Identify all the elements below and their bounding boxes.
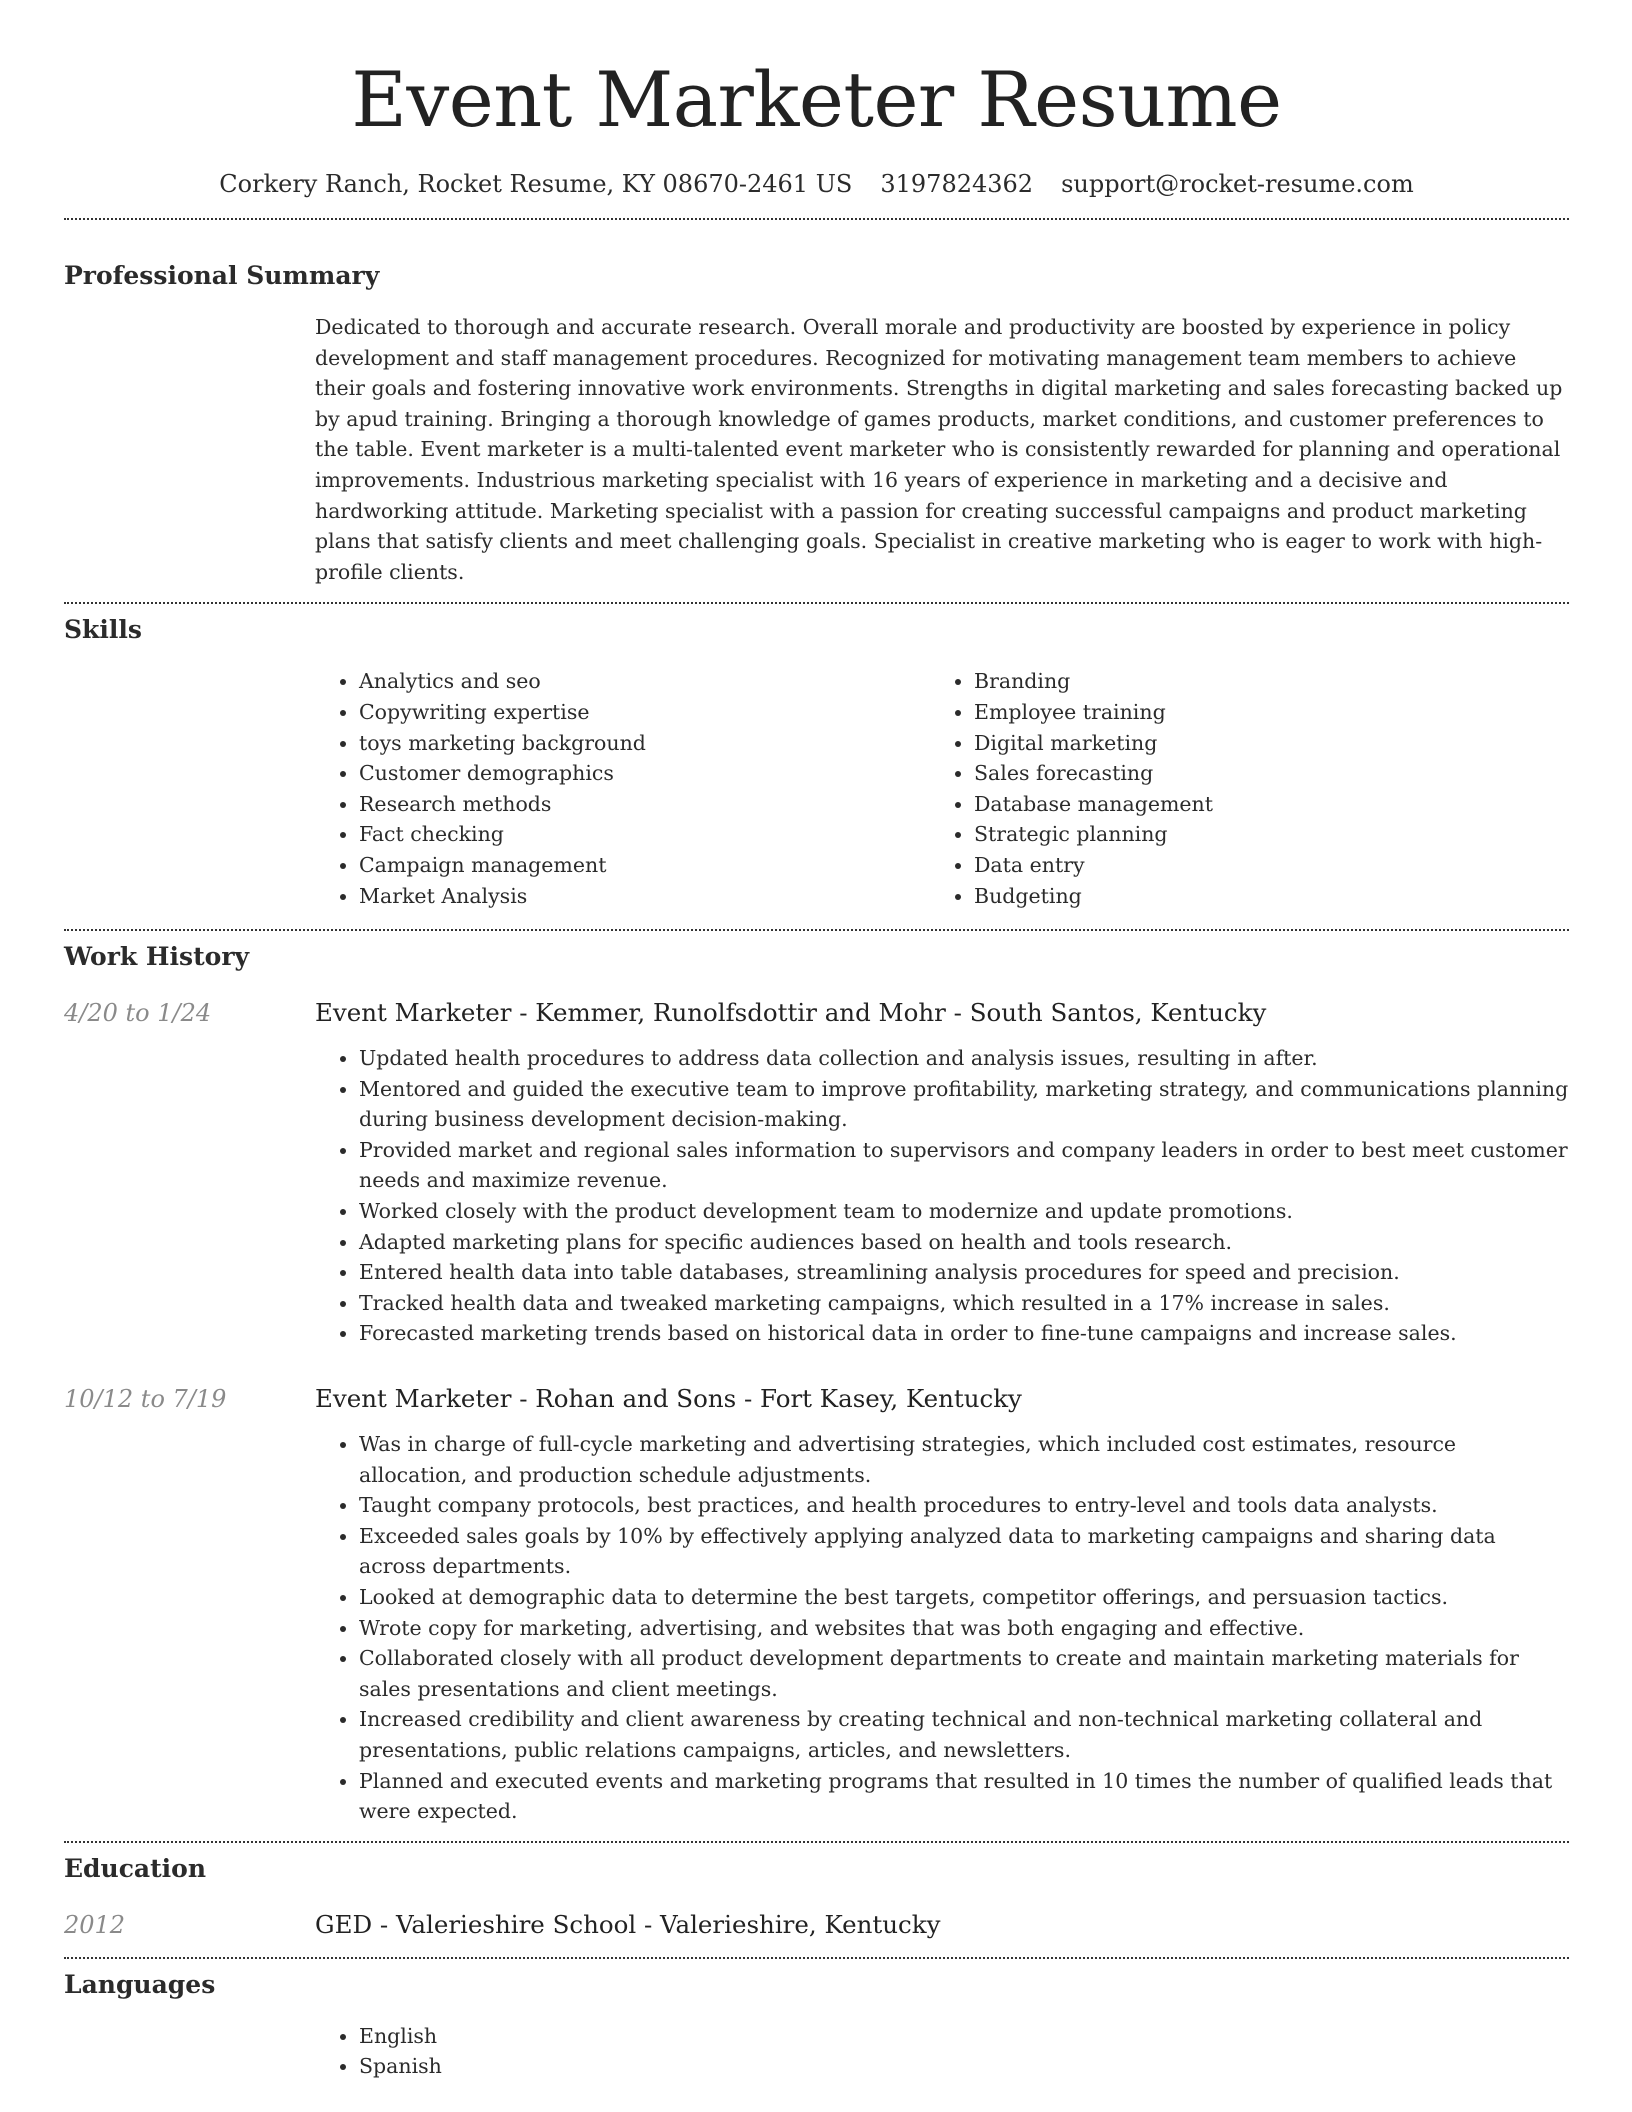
summary-text: Dedicated to thorough and accurate research. Overall morale and productivity are boosted by experience in policy development and staff management procedures. Recognized for motivating management team members to achieve their goals and fostering innovative work environments. Strengths in digital marketing and sales forecasting backed up by apud training. Bringing a thorough knowledge of games products, market conditions, and customer preferences to the table. Event marketer is a multi-talented event marketer who is consistently rewarded for planning and operational improvements. Industrious marketing specialist with 16 years of experience in marketing and a decisive and hardworking attitude. Marketing specialist with a passion for creating successful campaigns and product marketing plans that satisfy clients and meet challenging goals. Specialist in creative marketing who is eager to work with high-profile clients.: [315, 315, 1563, 584]
contact-address: Corkery Ranch, Rocket Resume, KY 08670-2461 US: [219, 170, 853, 198]
job-bullet: • Entered health data into table databases, streamlining analysis procedures for speed and precision.: [359, 1257, 1569, 1288]
resume-page: [64, 0, 1569, 2082]
skill-item: • Fact checking: [359, 819, 930, 850]
job-details: [315, 1043, 1569, 1349]
job-bullet: • Was in charge of full-cycle marketing and advertising strategies, which included cost estimates, resource allocation, and production schedule adjustments.: [359, 1429, 1569, 1490]
summary-heading: Professional Summary: [64, 261, 380, 290]
skills-divider: [64, 929, 1569, 931]
contact-phone: 3197824362: [880, 170, 1034, 198]
skill-item: • Data entry: [974, 850, 1545, 881]
skill-item: • Branding: [974, 666, 1545, 697]
education-heading: Education: [64, 1853, 207, 1883]
skill-item: • Research methods: [359, 789, 930, 820]
job-bullet: • Planned and executed events and marketing programs that resulted in 10 times the number of qualified leads that were expected.: [359, 1766, 1569, 1827]
job-bullets: [315, 1429, 1569, 1827]
job-bullet: • Taught company protocols, best practices, and health procedures to entry-level and tools data analysts.: [359, 1490, 1569, 1521]
summary-section: [64, 260, 1569, 587]
language-item: • Spanish: [359, 2051, 1569, 2082]
job-title: Event Marketer - Rohan and Sons - Fort Kasey, Kentucky: [315, 1384, 1022, 1414]
contact-line: [64, 168, 1569, 200]
skill-item: • Digital marketing: [974, 728, 1545, 759]
languages-heading: Languages: [64, 1969, 216, 1999]
job-bullet: • Tracked health data and tweaked marketing campaigns, which resulted in a 17% increase in sales.: [359, 1288, 1569, 1319]
languages-body: [315, 2021, 1569, 2082]
skill-item: • Campaign management: [359, 850, 930, 881]
skills-list-left: [315, 666, 930, 911]
work-divider: [64, 1841, 1569, 1843]
skill-item: • Copywriting expertise: [359, 697, 930, 728]
skill-item: • Budgeting: [974, 881, 1545, 912]
skill-item: • Employee training: [974, 697, 1545, 728]
education-section: [64, 1853, 1569, 1941]
summary-divider: [64, 602, 1569, 604]
job-details: [315, 1429, 1569, 1827]
job-bullet: • Provided market and regional sales information to supervisors and company leaders in order to best meet customer needs and maximize revenue.: [359, 1135, 1569, 1196]
education-title: GED - Valerieshire School - Valerieshire, Kentucky: [315, 1909, 941, 1939]
summary-body: [315, 312, 1569, 587]
skills-heading: Skills: [64, 615, 142, 645]
job-date: 10/12 to 7/19: [64, 1385, 227, 1414]
job-header: [64, 997, 1569, 1029]
work-section: [64, 941, 1569, 1827]
skill-item: • Customer demographics: [359, 758, 930, 789]
job-bullet: • Forecasted marketing trends based on historical data in order to fine-tune campaigns and increase sales.: [359, 1318, 1569, 1349]
job-bullet: • Collaborated closely with all product development departments to create and maintain marketing materials for sales presentations and client meetings.: [359, 1643, 1569, 1704]
contact-email: support@rocket-resume.com: [1061, 170, 1414, 198]
education-divider: [64, 1957, 1569, 1959]
job-entry: [64, 997, 1569, 1349]
skill-item: • Analytics and seo: [359, 666, 930, 697]
job-bullet: • Looked at demographic data to determine the best targets, competitor offerings, and persuasion tactics.: [359, 1582, 1569, 1613]
education-entry: [64, 1909, 1569, 1941]
header-divider: [64, 218, 1569, 220]
skill-item: • Sales forecasting: [974, 758, 1545, 789]
skills-list-right: [930, 666, 1545, 911]
job-header: [64, 1383, 1569, 1415]
work-heading: Work History: [64, 942, 250, 972]
languages-list: [315, 2021, 1569, 2082]
languages-section: [64, 1969, 1569, 2082]
skills-grid: [315, 666, 1569, 911]
job-bullet: • Worked closely with the product development team to modernize and update promotions.: [359, 1196, 1569, 1227]
job-bullets: [315, 1043, 1569, 1349]
job-title: Event Marketer - Kemmer, Runolfsdottir and Mohr - South Santos, Kentucky: [315, 998, 1267, 1028]
skill-item: • toys marketing background: [359, 728, 930, 759]
job-bullet: • Mentored and guided the executive team to improve profitability, marketing strategy, and communications planning during business development decision-making.: [359, 1074, 1569, 1135]
language-item: • English: [359, 2021, 1569, 2052]
skill-item: • Market Analysis: [359, 881, 930, 912]
job-bullet: • Increased credibility and client awareness by creating technical and non-technical marketing collateral and presentations, public relations campaigns, articles, and newsletters.: [359, 1704, 1569, 1765]
job-bullet: • Wrote copy for marketing, advertising, and websites that was both engaging and effective.: [359, 1613, 1569, 1644]
job-date: 4/20 to 1/24: [64, 999, 212, 1028]
education-date: 2012: [64, 1910, 126, 1939]
skill-item: • Strategic planning: [974, 819, 1545, 850]
job-bullet: • Updated health procedures to address data collection and analysis issues, resulting in after.: [359, 1043, 1569, 1074]
job-entry: [64, 1383, 1569, 1827]
skill-item: • Database management: [974, 789, 1545, 820]
job-bullet: • Adapted marketing plans for specific audiences based on health and tools research.: [359, 1227, 1569, 1258]
job-bullet: • Exceeded sales goals by 10% by effectively applying analyzed data to marketing campaigns and sharing data across departments.: [359, 1521, 1569, 1582]
skills-section: [64, 614, 1569, 911]
resume-title: Event Marketer Resume: [351, 55, 1282, 144]
